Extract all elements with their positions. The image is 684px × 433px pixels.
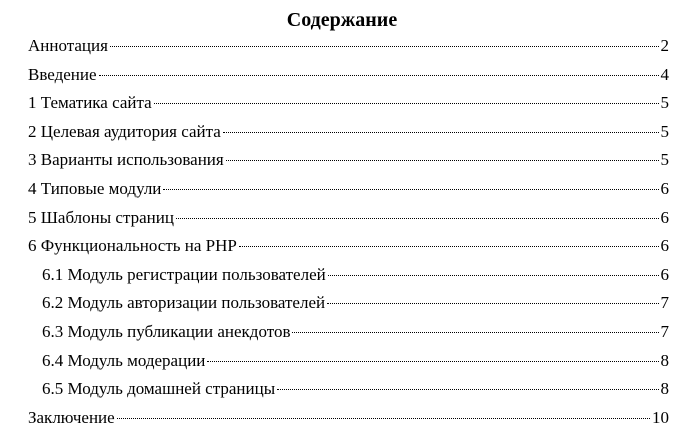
toc-entry-page-number: 8: [660, 379, 669, 399]
toc-entry-label: 6.3 Модуль публикации анекдотов: [42, 321, 291, 341]
toc-entry-label: Заключение: [28, 407, 115, 427]
toc-entry-label: 4 Типовые модули: [28, 178, 162, 198]
dot-leader: [239, 245, 659, 247]
toc-entry-page-number: 5: [660, 150, 669, 170]
toc-entry[interactable]: [28, 175, 669, 204]
toc-entry-page-number: 2: [660, 36, 669, 55]
toc-entry-label: Аннотация: [28, 36, 108, 55]
dot-leader: [277, 388, 658, 390]
toc-entry-page-number: 8: [660, 350, 669, 370]
dot-leader: [292, 331, 658, 333]
toc-entry-page-number: 5: [660, 121, 669, 141]
toc-entry-label: Введение: [28, 64, 97, 84]
dot-leader: [176, 217, 659, 219]
dot-leader: [110, 45, 659, 47]
toc-entry-label: 2 Целевая аудитория сайта: [28, 121, 221, 141]
dot-leader: [163, 188, 658, 190]
toc-entry-page-number: 4: [660, 64, 669, 84]
toc-entry-label: 6.4 Модуль модерации: [42, 350, 206, 370]
dot-leader: [223, 131, 659, 133]
toc-entry-label: 5 Шаблоны страниц: [28, 207, 174, 227]
toc-entry-page-number: 7: [660, 321, 669, 341]
toc-entry-page-number: 7: [660, 293, 669, 313]
toc-entry[interactable]: [28, 89, 669, 118]
toc-entry[interactable]: [28, 146, 669, 175]
toc-entry[interactable]: [28, 118, 669, 147]
toc-entry[interactable]: [28, 404, 669, 433]
toc-entry[interactable]: [28, 232, 669, 261]
toc-entry[interactable]: [28, 289, 669, 318]
toc-entry-page-number: 6: [660, 236, 669, 256]
toc-entry-page-number: 6: [660, 178, 669, 198]
toc-entry[interactable]: [28, 375, 669, 404]
toc-entry[interactable]: [28, 32, 669, 61]
toc-entry[interactable]: [28, 347, 669, 376]
toc-entry-page-number: 5: [660, 93, 669, 113]
toc-entry-page-number: 6: [660, 264, 669, 284]
dot-leader: [99, 74, 659, 76]
dot-leader: [207, 360, 658, 362]
toc-entry-label: 6 Функциональность на PHP: [28, 236, 237, 256]
dot-leader: [328, 274, 659, 276]
dot-leader: [226, 159, 659, 161]
toc-list: [28, 32, 669, 432]
dot-leader: [327, 302, 658, 304]
toc-entry-page-number: 6: [660, 207, 669, 227]
toc-entry-page-number: 10: [652, 407, 669, 427]
toc-entry-label: 6.1 Модуль регистрации пользователей: [42, 264, 326, 284]
toc-entry[interactable]: [28, 318, 669, 347]
toc-entry-label: 1 Тематика сайта: [28, 93, 152, 113]
toc-entry[interactable]: [28, 261, 669, 290]
toc-entry[interactable]: [28, 61, 669, 90]
dot-leader: [117, 417, 650, 419]
toc-entry-label: 6.5 Модуль домашней страницы: [42, 379, 276, 399]
toc-entry[interactable]: [28, 204, 669, 233]
toc-title: Содержание: [286, 9, 398, 31]
toc-entry-label: 6.2 Модуль авторизации пользователей: [42, 293, 326, 313]
toc-entry-label: 3 Варианты использования: [28, 150, 224, 170]
dot-leader: [154, 102, 659, 104]
